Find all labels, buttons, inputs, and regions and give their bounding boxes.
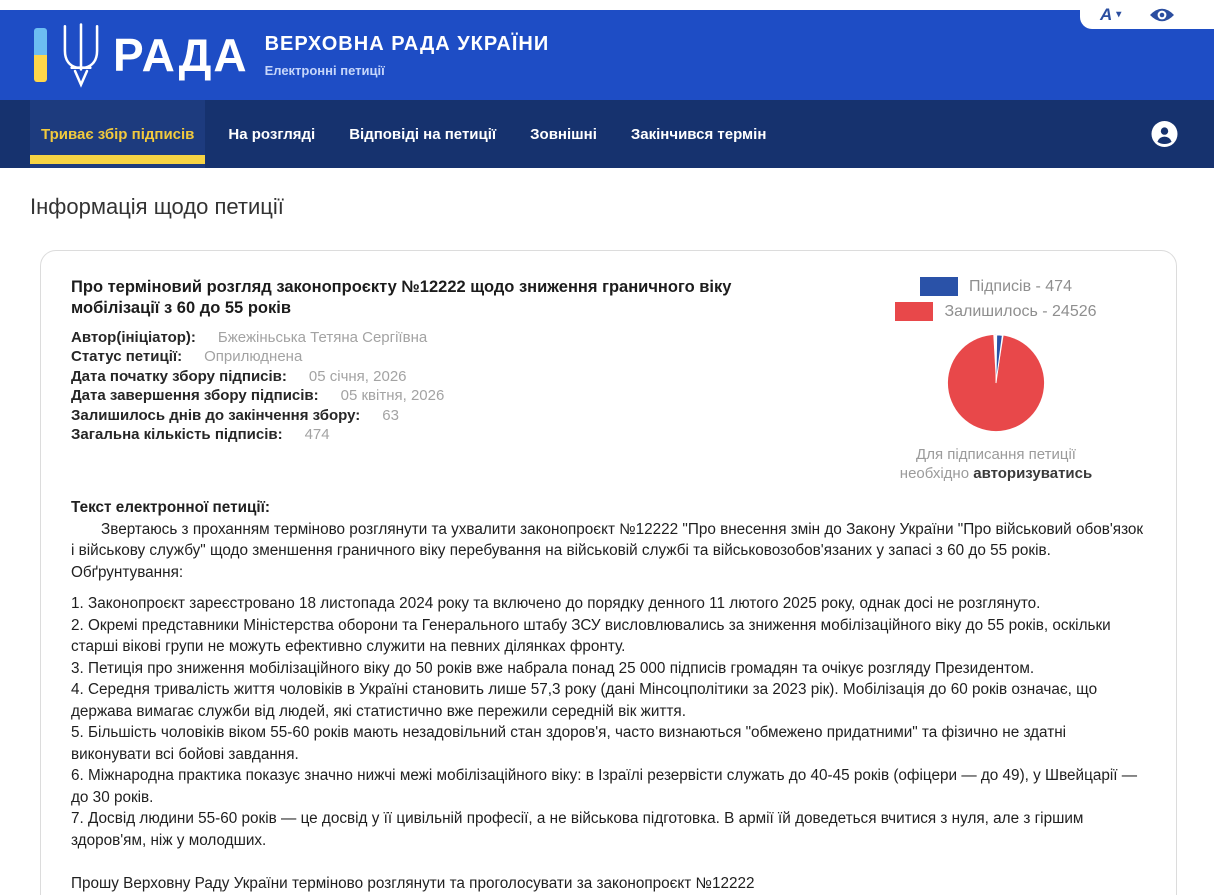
petition-meta-row [71,386,822,405]
petition-paragraph: Прошу Верховну Раду України терміново розглянути та проголосувати за законопроєкт №12222 [71,874,755,892]
meta-value: Бжежіньська Тетяна Сергіївна [217,329,428,346]
signatures-chart [846,277,1146,483]
meta-value: 474 [304,426,330,444]
petition-paragraph: Звертаюсь з проханням терміново розглянути та ухвалити законопроєкт №12222 "Про внесення змін до Закону України "Про військовий обов'язок і військову службу" щодо зменшення граничного віку перебування на військовій службі та військовозобов'язаних у запасі з 60 до 55 років. [71,520,1144,559]
petition-paragraph: 4. Середня тривалість життя чоловіків в Україні становить лише 57,3 року (дані Мінсоцполітики за 2023 рік). Мобілізація до 60 років означає, що держава вимагає служби від людей, які статистично вже пережили середній вік життя. [71,681,1098,720]
legend-swatch-signed [920,277,958,296]
petition-paragraph: Обґрунтування: [71,563,184,581]
nav-tab-label: Відповіді на петиції [349,125,497,143]
trident-icon [57,22,105,88]
nav-tab[interactable] [519,100,608,168]
site-subtitle: Електронні петиції [264,62,385,78]
user-icon [1151,121,1178,148]
authorize-link[interactable]: авторизуватись [973,465,1093,482]
petition-meta-row [71,328,822,347]
legend-label-signed: Підписів - 474 [969,277,1072,295]
petition-card [40,250,1177,895]
meta-label: Автор(ініціатор): [71,329,196,346]
petition-paragraph: 6. Міжнародна практика показує значно нижчі межі мобілізаційного віку: в Ізраїлі резервісти служать до 40-45 років (офіцери — до 49), у Швейцарії — до 30 років. [71,767,1138,806]
logo-text: РАДА [113,29,249,81]
petition-paragraph [71,851,1146,873]
nav-tab-label: Триває збір підписів [41,125,195,143]
auth-note-line1: Для підписання петиції [916,446,1076,463]
petition-text [71,497,1146,894]
meta-value: Оприлюднена [204,348,303,366]
petition-summary [71,277,1146,483]
meta-label: Дата завершення збору підписів: [71,387,319,405]
nav-tab-label: Зовнішні [530,125,597,143]
petition-paragraph: 5. Більшість чоловіків віком 55-60 років мають незадовільний стан здоров'я, часто визнаються "обмежено придатними" та фізично не здатні виконувати всі бойові завдання. [71,724,1067,763]
meta-value: 05 січня, 2026 [308,367,407,385]
signatures-pie-chart [946,333,1046,433]
nav-tab[interactable] [620,100,778,168]
font-size-label: A [1100,4,1113,24]
chevron-down-icon: ▾ [1116,9,1122,20]
site-header [0,10,1214,100]
petition-meta-row [71,367,822,386]
petition-paragraph: 3. Петиція про зниження мобілізаційного віку до 50 років вже набрала понад 25 000 підписів громадян та очікує розгляду Президентом. [71,659,1035,677]
meta-value: 63 [382,406,399,424]
petition-paragraph: 1. Законопроєкт зареєстровано 18 листопада 2024 року та включено до порядку денного 11 лютого 2025 року, однак досі не розглянуто. [71,595,1041,612]
petition-meta [71,328,822,444]
petition-meta-row [71,425,822,444]
nav-tab[interactable] [217,100,326,168]
legend-swatch-remaining [895,302,933,321]
meta-label: Дата початку збору підписів: [71,367,287,385]
meta-label: Статус петиції: [71,348,183,366]
petition-title: Про терміновий розгляд законопроєкту №12222 щодо зниження граничного віку мобілізації з 60 до 55 років [71,278,732,317]
page-title: Інформація щодо петиції [30,194,284,219]
ukraine-flag-bar [34,28,47,82]
petition-text-heading: Текст електронної петиції: [71,499,271,516]
eye-icon [1149,7,1175,23]
legend-item-signed [920,277,1072,296]
font-size-control[interactable] [1100,5,1121,25]
site-title: ВЕРХОВНА РАДА УКРАЇНИ [264,32,550,55]
main-nav [0,100,1214,168]
meta-label: Загальна кількість підписів: [71,426,283,444]
petition-meta-row [71,406,822,425]
petition-paragraph: 7. Досвід людини 55-60 років — це досвід у її цивільній професії, а не військова підготовка. В армії їй доведеться вчитися з нуля, але з гіршим здоров'ям, ніж у молодших. [71,810,1084,849]
accessibility-eye-button[interactable] [1149,7,1175,23]
nav-tab[interactable] [338,100,507,168]
petition-info [71,277,846,483]
legend-item-remaining [895,302,1096,321]
auth-note-prefix: необхідно [899,465,970,482]
nav-tab-label: На розгляді [228,125,316,143]
accessibility-toolbar [1080,0,1214,29]
rada-logo[interactable] [34,22,249,88]
legend-label-remaining: Залишилось - 24526 [944,302,1097,320]
nav-tabs [30,100,789,168]
petition-meta-row [71,347,822,366]
auth-note [900,445,1092,483]
meta-label: Залишилось днів до закінчення збору: [71,406,361,424]
nav-tab[interactable] [30,100,205,168]
nav-tab-label: Закінчився термін [630,125,767,143]
user-account-button[interactable] [1151,121,1178,148]
petition-paragraphs [71,519,1146,895]
petition-paragraph: 2. Окремі представники Міністерства оборони та Генерального штабу ЗСУ висловлювались за зниження мобілізаційного віку до 55 років, оскільки старші вікові групи не можуть ефективно служити на певних ділянках фронту. [71,616,1111,655]
site-titles [265,33,550,78]
meta-value: 05 квітня, 2026 [340,387,445,405]
